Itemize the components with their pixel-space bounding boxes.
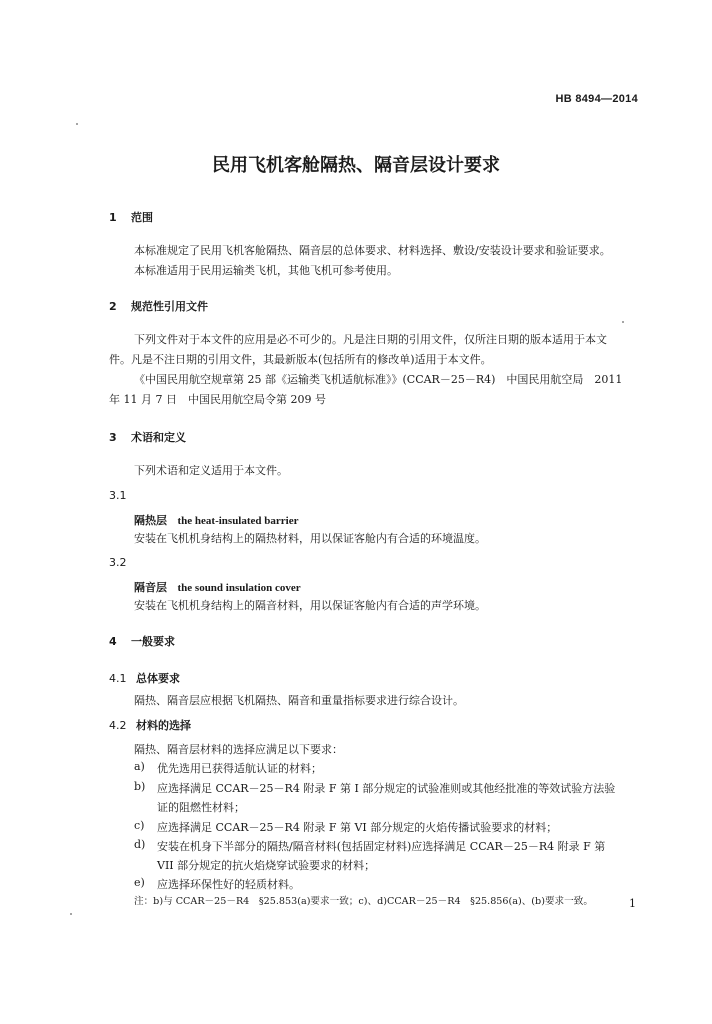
subsection-number: 4.2 [109,719,127,732]
term-heading [134,512,298,528]
term-cn: 隔音层 [134,581,167,594]
list-label: d) [134,838,146,851]
paragraph-line: 件。凡是不注日期的引用文件，其最新版本(包括所有的修改单)适用于本文件。 [109,353,492,366]
section-title: 范围 [131,211,153,224]
term-definition: 安装在飞机机身结构上的隔音材料，用以保证客舱内有合适的声学环境。 [134,599,486,612]
subsection-4-1-heading [109,670,180,686]
reference-line: 《中国民用航空规章第 25 部《运输类飞机适航标准》》(CCAR－25－R4) 中国民用航空局 2011 [134,373,623,386]
paragraph: 隔热、隔音层材料的选择应满足以下要求： [134,743,343,756]
list-text-continued: 证的阻燃性材料； [157,801,245,814]
reference-line: 年 11 月 7 日 中国民用航空局令第 209 号 [109,393,326,406]
note: 注：b)与 CCAR－25－R4 §25.853(a)要求一致；c)、d)CCAR－25－R4 §25.856(a)、(b)要求一致。 [134,896,593,907]
scan-speck [76,123,78,125]
list-label: c) [134,819,145,832]
term-definition: 安装在飞机机身结构上的隔热材料，用以保证客舱内有合适的环境温度。 [134,532,486,545]
section-number: 3 [109,431,117,444]
section-3-heading [109,429,186,445]
list-item [134,838,605,854]
list-text: 应选择满足 CCAR－25－R4 附录 F 第 VI 部分规定的火焰传播试验要求的材料； [157,821,558,834]
section-1-heading [109,209,153,225]
term-en: the sound insulation cover [177,582,301,594]
list-text-continued: VII 部分规定的抗火焰烧穿试验要求的材料； [157,859,376,872]
paragraph: 本标准适用于民用运输类飞机，其他飞机可参考使用。 [134,264,398,277]
list-item [134,760,322,776]
section-title: 术语和定义 [131,431,186,444]
paragraph: 隔热、隔音层应根据飞机隔热、隔音和重量指标要求进行综合设计。 [134,694,464,707]
document-title: 民用飞机客舱隔热、隔音层设计要求 [212,155,500,176]
list-text: 安装在机身下半部分的隔热/隔音材料(包括固定材料)应选择满足 CCAR－25－R4 附录 F 第 [157,840,606,853]
list-label: b) [134,780,146,793]
section-title: 一般要求 [131,635,175,648]
subsection-title: 总体要求 [136,672,180,685]
list-item [134,819,557,835]
paragraph: 下列术语和定义适用于本文件。 [134,464,288,477]
term-en: the heat-insulated barrier [177,515,299,527]
subsection-4-2-heading [109,717,191,733]
scan-speck [622,321,624,323]
standard-number: HB 8494—2014 [555,93,638,105]
section-4-heading [109,633,175,649]
term-number: 3.1 [109,489,127,502]
subsection-title: 材料的选择 [136,719,191,732]
term-heading [134,579,301,595]
list-item [134,780,615,796]
list-text: 应选择满足 CCAR－25－R4 附录 F 第 I 部分规定的试验准则或其他经批准的等效试验方法验 [157,782,616,795]
list-label: a) [134,760,145,773]
section-2-heading [109,298,208,314]
term-cn: 隔热层 [134,514,167,527]
list-text: 优先选用已获得适航认证的材料； [157,762,322,775]
section-number: 4 [109,635,117,648]
term-number: 3.2 [109,556,127,569]
paragraph: 本标准规定了民用飞机客舱隔热、隔音层的总体要求、材料选择、敷设/安装设计要求和验证要求。 [134,244,611,257]
section-number: 2 [109,300,117,313]
list-text: 应选择环保性好的轻质材料。 [157,878,300,891]
list-item [134,876,300,892]
subsection-number: 4.1 [109,672,127,685]
page-number: 1 [629,897,636,910]
list-label: e) [134,876,145,889]
section-title: 规范性引用文件 [131,300,208,313]
scan-speck [70,913,72,915]
paragraph-line: 下列文件对于本文件的应用是必不可少的。凡是注日期的引用文件，仅所注日期的版本适用于本文 [134,333,607,346]
section-number: 1 [109,211,117,224]
